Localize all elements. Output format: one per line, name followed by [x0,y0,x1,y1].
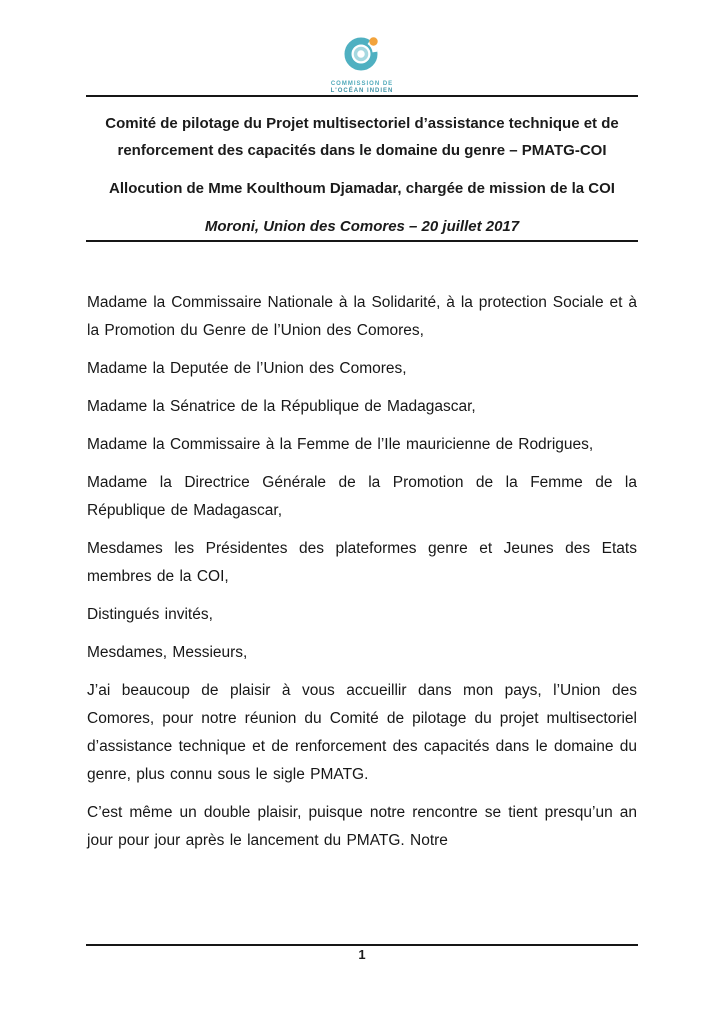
body-paragraph: Madame la Commissaire à la Femme de l’Ile mauricienne de Rodrigues, [87,436,594,453]
document-title [87,110,637,164]
body-paragraph: J’ai beaucoup de plaisir à vous accueillir dans mon pays, l’Union des Comores, pour notre réunion du Comité de pilotage du projet multisectoriel d’assistance technique et de renforcement des capacités dans le domaine du genre, plus connu sous le sigle PMATG. [87,682,637,783]
speech-dateline: Moroni, Union des Comores – 20 juillet 2017 [204,218,520,235]
page-number: 1 [358,947,366,962]
coi-logo-text-line2: L'OCÉAN INDIEN [330,88,394,94]
body-paragraph: Distingués invités, [87,606,213,623]
coi-logo-mark-icon [340,32,384,74]
body-paragraph: C’est même un double plaisir, puisque notre rencontre se tient presqu’un an jour pour jour après le lancement du PMATG. Notre [87,804,637,849]
document-title-line1: Comité de pilotage du Projet multisectoriel d’assistance technique et de [105,115,619,132]
coi-logo-text-line1: COMMISSION DE [330,81,394,87]
body-paragraph: Mesdames, Messieurs, [87,644,248,661]
body-paragraph: Madame la Deputée de l’Union des Comores, [87,360,407,377]
header-bottom-rule [86,240,638,242]
coi-logo-text [0,81,724,95]
body-paragraph: Madame la Commissaire Nationale à la Solidarité, à la protection Sociale et à la Promotion du Genre de l’Union des Comores, [87,294,637,339]
document-body [87,289,637,865]
header-top-rule [86,95,638,97]
body-paragraph: Mesdames les Présidentes des plateformes genre et Jeunes des Etats membres de la COI, [87,540,637,585]
document-title-line2: renforcement des capacités dans le domaine du genre – PMATG-COI [117,142,607,159]
speech-subtitle: Allocution de Mme Koulthoum Djamadar, chargée de mission de la COI [109,180,615,197]
footer-rule [86,944,638,946]
document-header [87,110,637,240]
body-paragraph: Madame la Directrice Générale de la Promotion de la Femme de la République de Madagascar, [87,474,637,519]
coi-logo [0,32,724,95]
body-paragraph: Madame la Sénatrice de la République de Madagascar, [87,398,476,415]
